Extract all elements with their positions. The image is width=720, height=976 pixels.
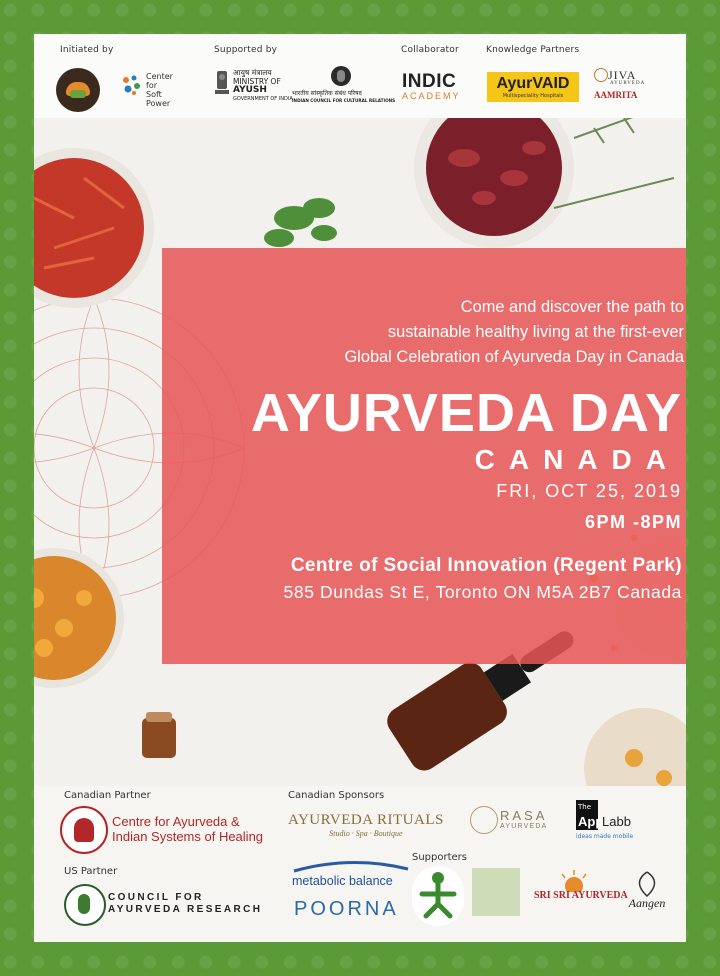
supporters-label: Supporters (412, 852, 468, 863)
ayurvaid-logo (487, 72, 579, 102)
csp-line: Power (146, 99, 171, 108)
iccr-logo (331, 66, 351, 86)
applabb-app: App (578, 814, 604, 829)
partners-section (34, 786, 686, 942)
jiva-text: JIVA (608, 68, 637, 82)
car-line-2: AYURVEDA RESEARCH (108, 904, 263, 915)
ministry-of-ayush-text (233, 68, 293, 104)
ministry-gov: GOVERNMENT OF INDIA (233, 96, 293, 102)
rasa-logo-icon (470, 806, 498, 834)
cayush-line-2: Indian Systems of Healing (112, 829, 264, 844)
applabb-the: The (578, 803, 592, 811)
ayurveda-yoga-logo (472, 868, 520, 916)
ministry-hindi: आयुष मंत्रालय (233, 68, 272, 77)
metabolic-balance-text: metabolic balance (292, 874, 393, 888)
intro-line-1: Come and discover the path to (460, 298, 684, 316)
app-labb-logo (576, 800, 632, 844)
event-date: FRI, OCT 25, 2019 (496, 481, 682, 501)
event-venue: Centre of Social Innovation (Regent Park) (290, 555, 682, 576)
cayush-text (112, 814, 263, 844)
academy-text: ACADEMY (402, 91, 461, 101)
top-logo-bar (34, 34, 686, 118)
sri-sri-ayurveda-logo (534, 868, 628, 912)
car-text (108, 892, 262, 916)
event-address: 585 Dundas St E, Toronto ON M5A 2B7 Canada (283, 582, 682, 602)
event-subtitle: CANADA (474, 444, 680, 475)
intro-text (164, 295, 684, 370)
car-line-1: COUNCIL FOR (108, 892, 204, 903)
poster-inner (34, 34, 686, 942)
knowledge-partners-label: Knowledge Partners (486, 45, 580, 55)
ayurvaid-text: AyurVAID (496, 75, 570, 92)
sri-sri-text: SRI SRI AYURVEDA (534, 890, 628, 901)
initiator-logo (56, 68, 100, 112)
center-for-soft-power-logo (118, 72, 144, 98)
amrita-logo (594, 90, 637, 100)
us-partner-label: US Partner (64, 866, 118, 877)
ayurveda-rituals-logo (288, 812, 444, 838)
event-time: 6PM -8PM (584, 512, 682, 532)
rasa-sub: AYURVEDA (500, 823, 548, 830)
event-title: AYURVEDA DAY (250, 383, 682, 443)
car-logo (64, 884, 106, 926)
iccr-text (292, 90, 395, 104)
metabolic-balance-swoosh (292, 858, 410, 872)
indic-text: INDIC (402, 71, 457, 92)
ministry-ayush: AYUSH (233, 85, 267, 95)
jiva-sub: AYURVEDA (610, 81, 646, 86)
applabb-tag: ideas made mobile (576, 833, 634, 840)
amrita-text: AAMRITA (594, 90, 638, 100)
rasa-text: RASA (500, 808, 548, 823)
cayush-line-1: Centre for Ayurveda & (112, 814, 240, 829)
poorna-text: POORNA (294, 898, 399, 920)
center-for-soft-power-text (146, 72, 173, 108)
indic-academy-logo (402, 72, 461, 102)
applabb-labb: Labb (602, 814, 631, 829)
rasa-logo (500, 808, 547, 830)
ayurveda-rituals-sub: Studio · Spa · Boutique (329, 829, 403, 838)
iccr-hindi: भारतीय सांस्कृतिक संबंध परिषद (292, 90, 362, 97)
iccr-english: INDIAN COUNCIL FOR CULTURAL RELATIONS (292, 98, 396, 103)
intro-line-3: Global Celebration of Ayurveda Day in Canada (344, 348, 684, 366)
supported-by-label: Supported by (214, 45, 278, 55)
csp-line: Center (146, 72, 173, 81)
initiated-by-label: Initiated by (60, 45, 114, 55)
ayurveda-rituals-text: AYURVEDA RITUALS (288, 812, 444, 828)
ayurvaid-sub: Multispeciality Hospitals (502, 93, 564, 99)
aangen-logo (622, 868, 672, 918)
intro-line-2: sustainable healthy living at the first-ever (387, 323, 684, 341)
national-emblem-icon (214, 68, 230, 100)
collaborator-label: Collaborator (401, 45, 459, 55)
csp-line: Soft (146, 90, 162, 99)
cayush-logo (60, 806, 108, 854)
yoga-figure-logo (412, 866, 464, 926)
csp-line: for (146, 81, 157, 90)
aangen-text: Aangen (628, 896, 666, 910)
ministry-line: MINISTRY OF (233, 77, 281, 86)
canadian-partner-label: Canadian Partner (64, 790, 151, 801)
canadian-sponsors-label: Canadian Sponsors (288, 790, 385, 801)
